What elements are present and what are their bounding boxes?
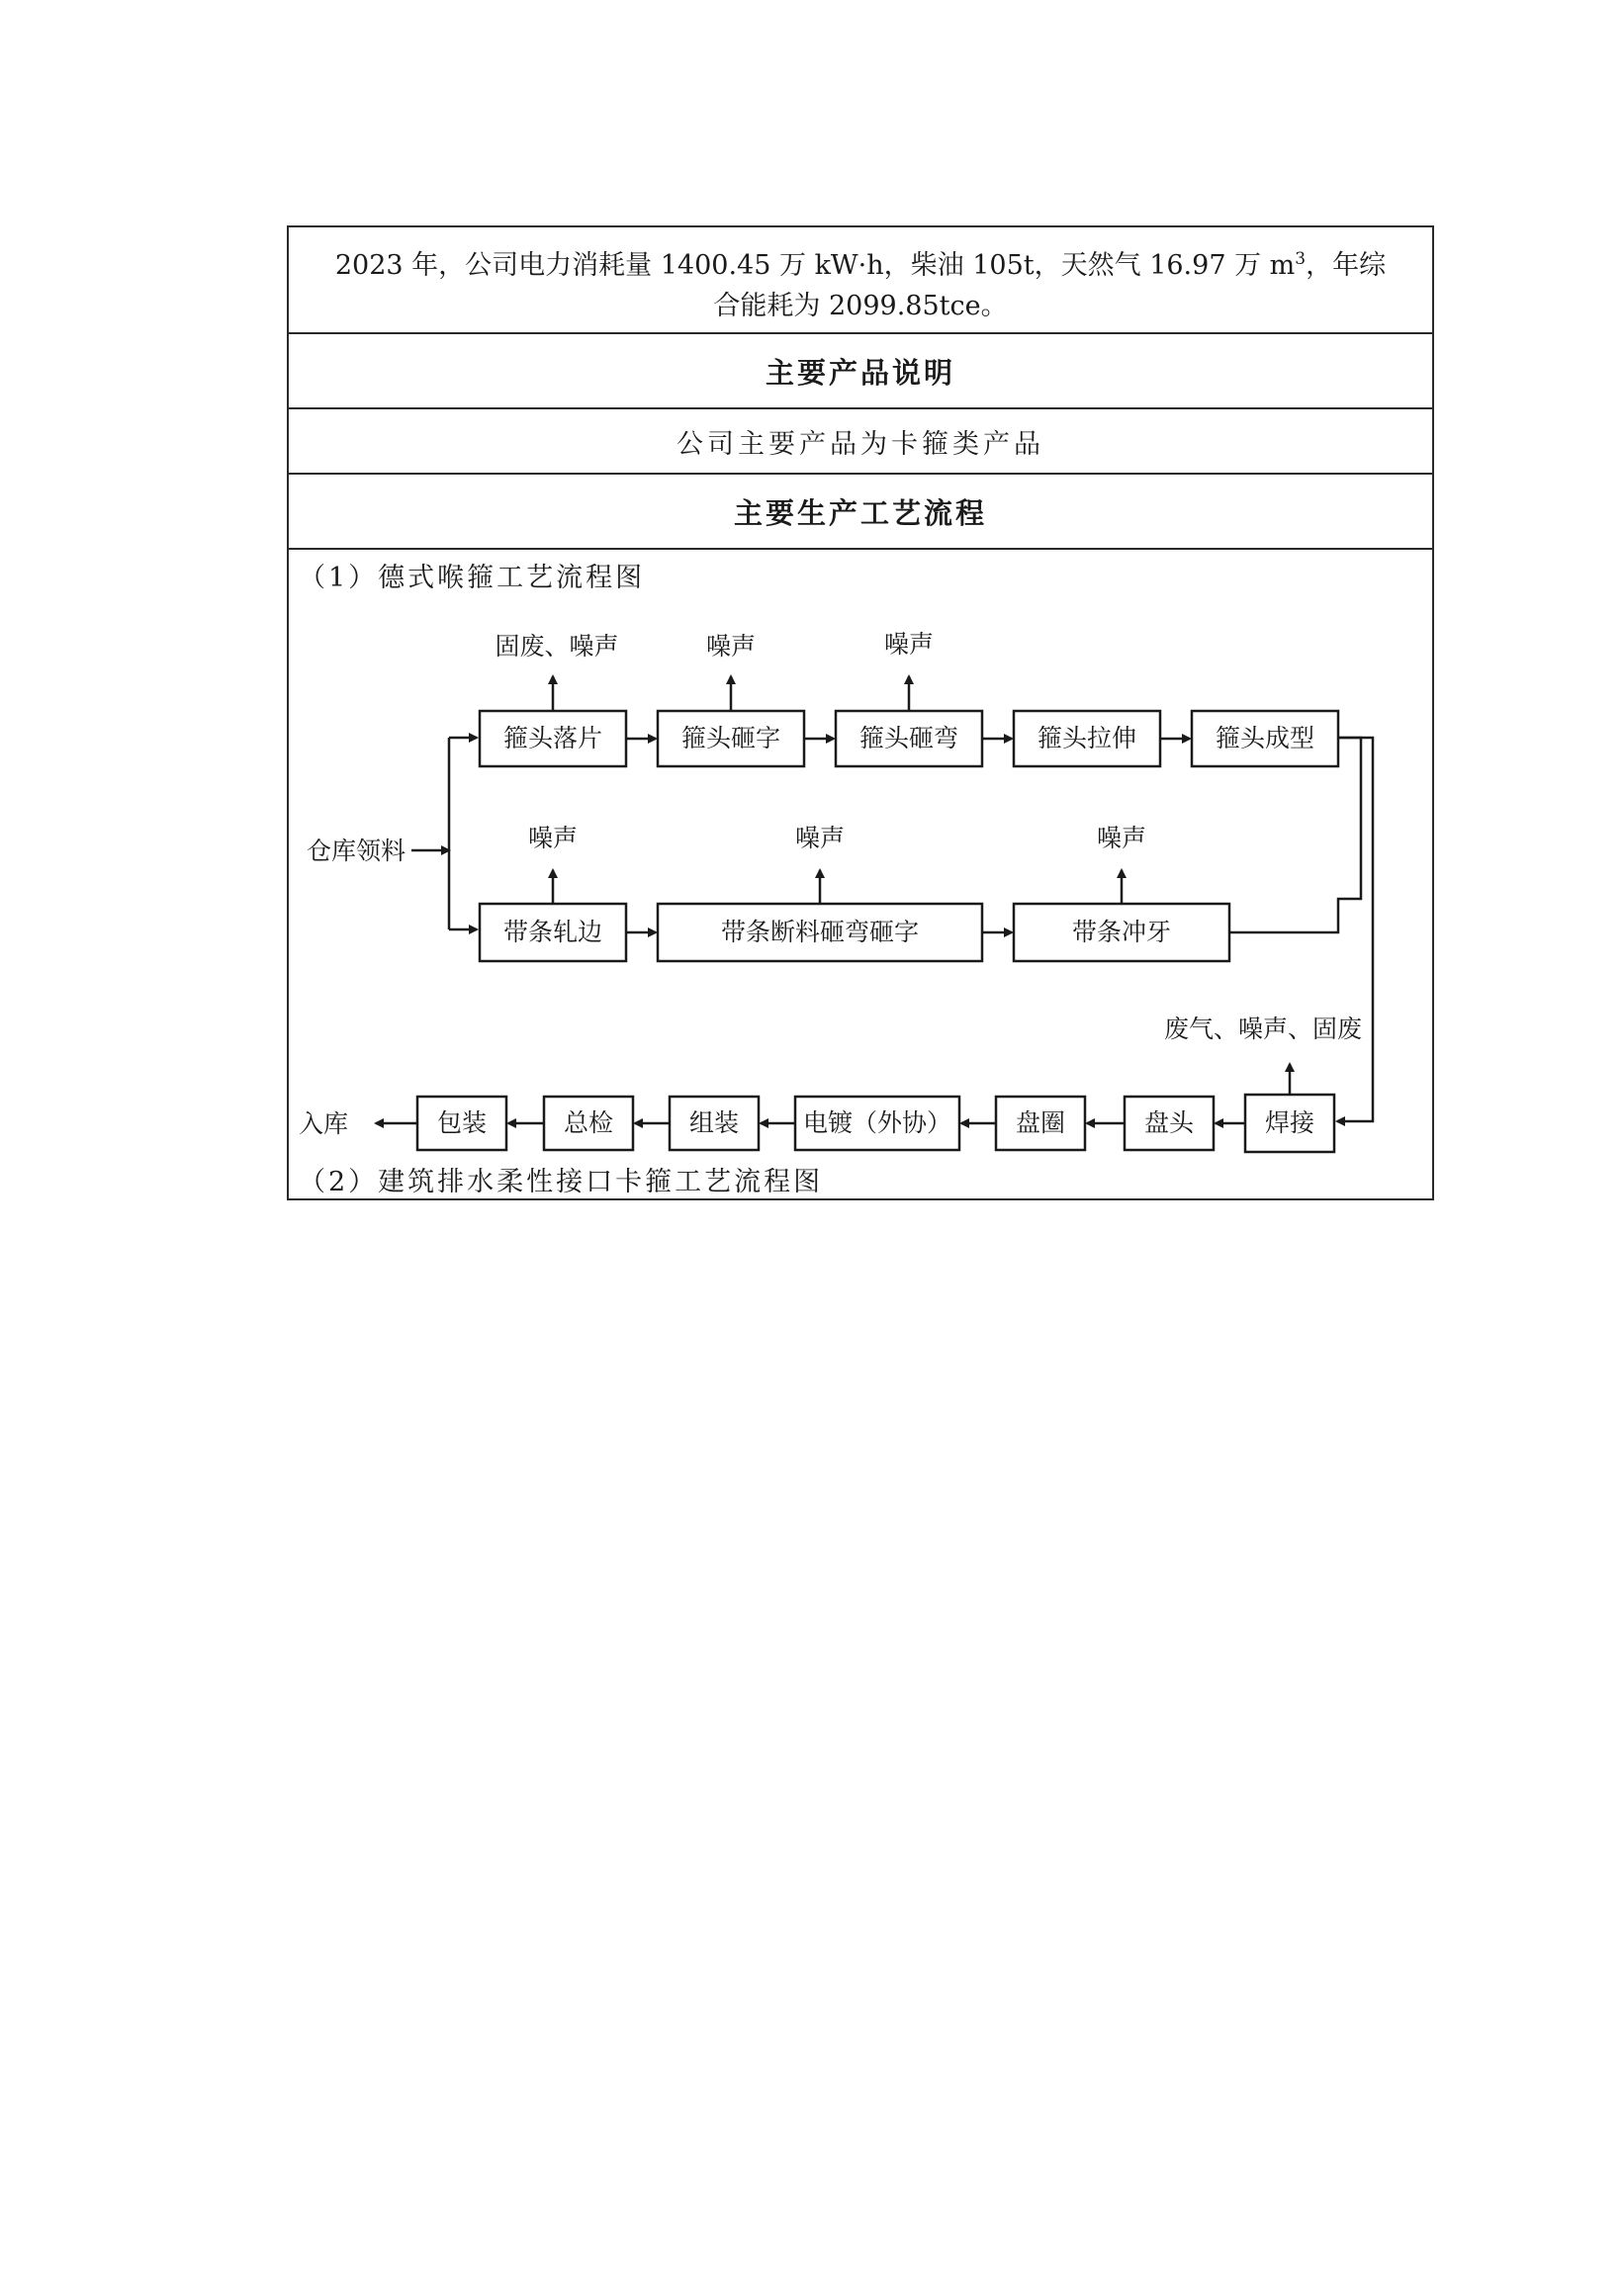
connector-to-weld: [1337, 738, 1373, 1121]
emission-label-middle-2: 噪声: [794, 824, 846, 852]
emission-label-top-1: 固废、噪声: [495, 632, 619, 661]
diagram-1-caption: （1）德式喉箍工艺流程图: [299, 563, 646, 593]
step-label-bottom-inspection: 总检: [563, 1108, 614, 1137]
step-label-bottom-weld: 焊接: [1264, 1108, 1315, 1137]
energy-line-1: [293, 239, 1428, 286]
step-label-bottom-plating: 电镀（外协）: [802, 1108, 952, 1137]
emission-label-weld: 废气、噪声、固废: [1164, 1015, 1363, 1043]
process-diagram-cell: [289, 550, 1432, 1198]
step-label-top-4: 箍头拉伸: [1037, 724, 1137, 752]
step-label-bottom-coil: 盘圈: [1015, 1108, 1066, 1137]
emission-label-middle-1: 噪声: [527, 824, 579, 852]
step-label-top-5: 箍头成型: [1215, 724, 1315, 752]
product-heading: 主要产品说明: [289, 334, 1432, 409]
step-label-bottom-coil-head: 盘头: [1143, 1108, 1195, 1137]
step-label-middle-1: 带条轧边: [502, 918, 603, 946]
process-heading: 主要生产工艺流程: [289, 475, 1432, 550]
step-label-middle-2: 带条断料砸弯砸字: [720, 918, 920, 946]
emission-label-top-2: 噪声: [705, 632, 757, 661]
process-flow-diagram: [289, 550, 1432, 1198]
energy-text: 2023 年，公司电力消耗量 1400.45 万 kW·h，柴油 105t，天然气 16.97 万 m: [334, 250, 1296, 281]
flow-start-label: 仓库领料: [307, 837, 406, 865]
energy-consumption-row: [289, 227, 1432, 334]
step-label-top-3: 箍头砸弯: [858, 724, 959, 752]
emission-label-middle-3: 噪声: [1096, 824, 1147, 852]
step-label-middle-3: 带条冲牙: [1071, 918, 1172, 946]
step-label-top-1: 箍头落片: [502, 724, 603, 752]
report-table: [287, 225, 1434, 1200]
step-label-top-2: 箍头砸字: [680, 724, 781, 752]
energy-line-2: 合能耗为 2099.85tce。: [713, 291, 1008, 321]
flow-end-label: 入库: [299, 1109, 349, 1138]
diagram-2-caption: （2）建筑排水柔性接口卡箍工艺流程图: [299, 1167, 824, 1197]
step-label-bottom-assembly: 组装: [688, 1108, 740, 1137]
energy-superscript: 3: [1295, 249, 1307, 269]
emission-label-top-3: 噪声: [883, 630, 935, 659]
product-description: 公司主要产品为卡箍类产品: [289, 409, 1432, 475]
step-label-bottom-packing: 包装: [436, 1108, 488, 1137]
energy-text-end: ，年综: [1306, 250, 1387, 281]
